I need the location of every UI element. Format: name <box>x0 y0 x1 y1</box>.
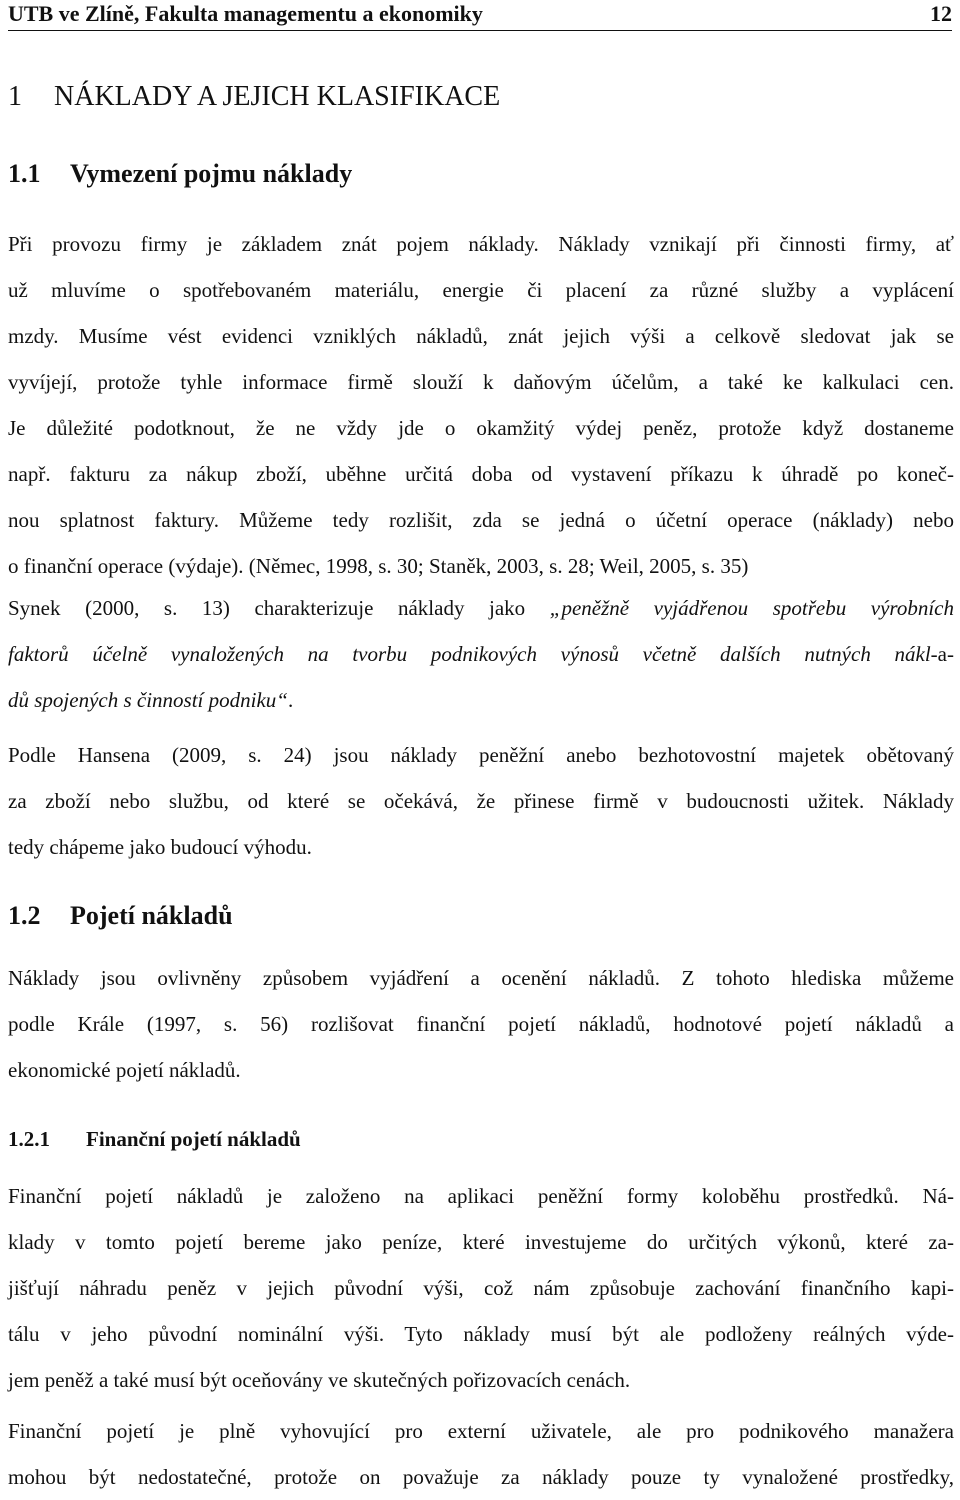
paragraph-5 <box>8 1173 954 1403</box>
paragraph-line <box>8 631 954 677</box>
text-normal: Synek (2000, s. 13) charakterizuje náklady jako <box>8 596 550 620</box>
paragraph-6 <box>8 1408 954 1500</box>
page-number: 12 <box>930 1 952 26</box>
paragraph-line: klady v tomto pojetí bereme jako peníze, které investujeme do určitých výkonů, které za- <box>8 1230 954 1254</box>
quote-italic: faktorů účelně vynaložených na tvorbu podnikových výnosů včetně dalších nutných nákl- <box>8 642 938 666</box>
chapter-title: NÁKLADY A JEJICH KLASIFIKACE <box>54 81 501 112</box>
paragraph-line: Finanční pojetí nákladů je založeno na aplikaci peněžní formy koloběhu prostředků. Ná- <box>8 1184 954 1208</box>
quote-italic: dů spojených s činností podniku“ <box>8 688 288 712</box>
section-title: Pojetí nákladů <box>70 901 233 930</box>
paragraph-line: Podle Hansena (2009, s. 24) jsou náklady peněžní anebo bezhotovostní majetek obětovaný <box>8 743 954 767</box>
paragraph-4 <box>8 955 954 1093</box>
paragraph-line <box>8 677 954 723</box>
section-number: 1.1 <box>8 159 41 188</box>
paragraph-line: podle Krále (1997, s. 56) rozlišovat finanční pojetí nákladů, hodnotové pojetí nákladů a <box>8 1012 954 1036</box>
paragraph-line: nou splatnost faktury. Můžeme tedy rozlišit, zda se jedná o účetní operace (náklady) nebo <box>8 508 954 532</box>
paragraph-3 <box>8 732 954 870</box>
subsection-heading-1-2-1 <box>8 1126 301 1152</box>
paragraph-line: Finanční pojetí je plně vyhovující pro externí uživatele, ale pro podnikového manažera <box>8 1419 954 1443</box>
chapter-heading <box>8 80 500 114</box>
paragraph-line: tedy chápeme jako budoucí výhodu. <box>8 835 312 859</box>
paragraph-line: ekonomické pojetí nákladů. <box>8 1058 241 1082</box>
paragraph-line: mzdy. Musíme vést evidenci vzniklých nákladů, znát jejich výši a celkově sledovat jak se <box>8 324 954 348</box>
quote-italic: „peněžně vyjádřenou spotřebu výrobních <box>549 596 954 620</box>
paragraph-line: vyvíjejí, protože tyhle informace firmě slouží k daňovým účelům, a také ke kalkulaci cen. <box>8 370 954 394</box>
section-heading-1-2 <box>8 900 233 932</box>
paragraph-2-definition <box>8 585 954 723</box>
paragraph-line: jem peněž a také musí být oceňovány ve skutečných pořizovacích cenách. <box>8 1368 631 1392</box>
running-header <box>8 0 952 31</box>
paragraph-line: Je důležité podotknout, že ne vždy jde o okamžitý výdej peněz, protože když dostaneme <box>8 416 954 440</box>
paragraph-line: Při provozu firmy je základem znát pojem náklady. Náklady vznikají při činnosti firmy, ať <box>8 232 954 256</box>
chapter-number: 1 <box>8 81 22 112</box>
paragraph-line: Náklady jsou ovlivněny způsobem vyjádření a ocenění nákladů. Z tohoto hlediska můžeme <box>8 966 954 990</box>
paragraph-line: už mluvíme o spotřebovaném materiálu, energie či placení za různé služby a vyplácení <box>8 278 954 302</box>
text-normal: a- <box>937 642 954 666</box>
paragraph-line: tálu v jeho původní nominální výši. Tyto náklady musí být ale podloženy reálných výde- <box>8 1322 954 1346</box>
text-normal: . <box>287 688 294 712</box>
section-title: Vymezení pojmu náklady <box>70 159 353 188</box>
section-number: 1.2 <box>8 901 41 930</box>
paragraph-line: mohou být nedostatečné, protože on považuje za náklady pouze ty vynaložené prostředky, <box>8 1465 954 1489</box>
paragraph-line: za zboží nebo službu, od které se očekává, že přinese firmě v budoucnosti užitek. Náklady <box>8 789 954 813</box>
header-institution: UTB ve Zlíně, Fakulta managementu a ekonomiky <box>8 1 483 26</box>
paragraph-line: o finanční operace (výdaje). (Němec, 1998, s. 30; Staněk, 2003, s. 28; Weil, 2005, s. 35) <box>8 554 749 578</box>
paragraph-line <box>8 585 954 631</box>
subsection-title: Finanční pojetí nákladů <box>86 1127 301 1151</box>
paragraph-line: např. fakturu za nákup zboží, uběhne určitá doba od vystavení příkazu k úhradě po koneč- <box>8 462 954 486</box>
paragraph-line: jišťují náhradu peněz v jejich původní výši, což nám způsobuje zachování finančního kapi- <box>8 1276 954 1300</box>
subsection-number: 1.2.1 <box>8 1127 50 1151</box>
paragraph-1 <box>8 221 954 589</box>
section-heading-1-1 <box>8 158 352 190</box>
